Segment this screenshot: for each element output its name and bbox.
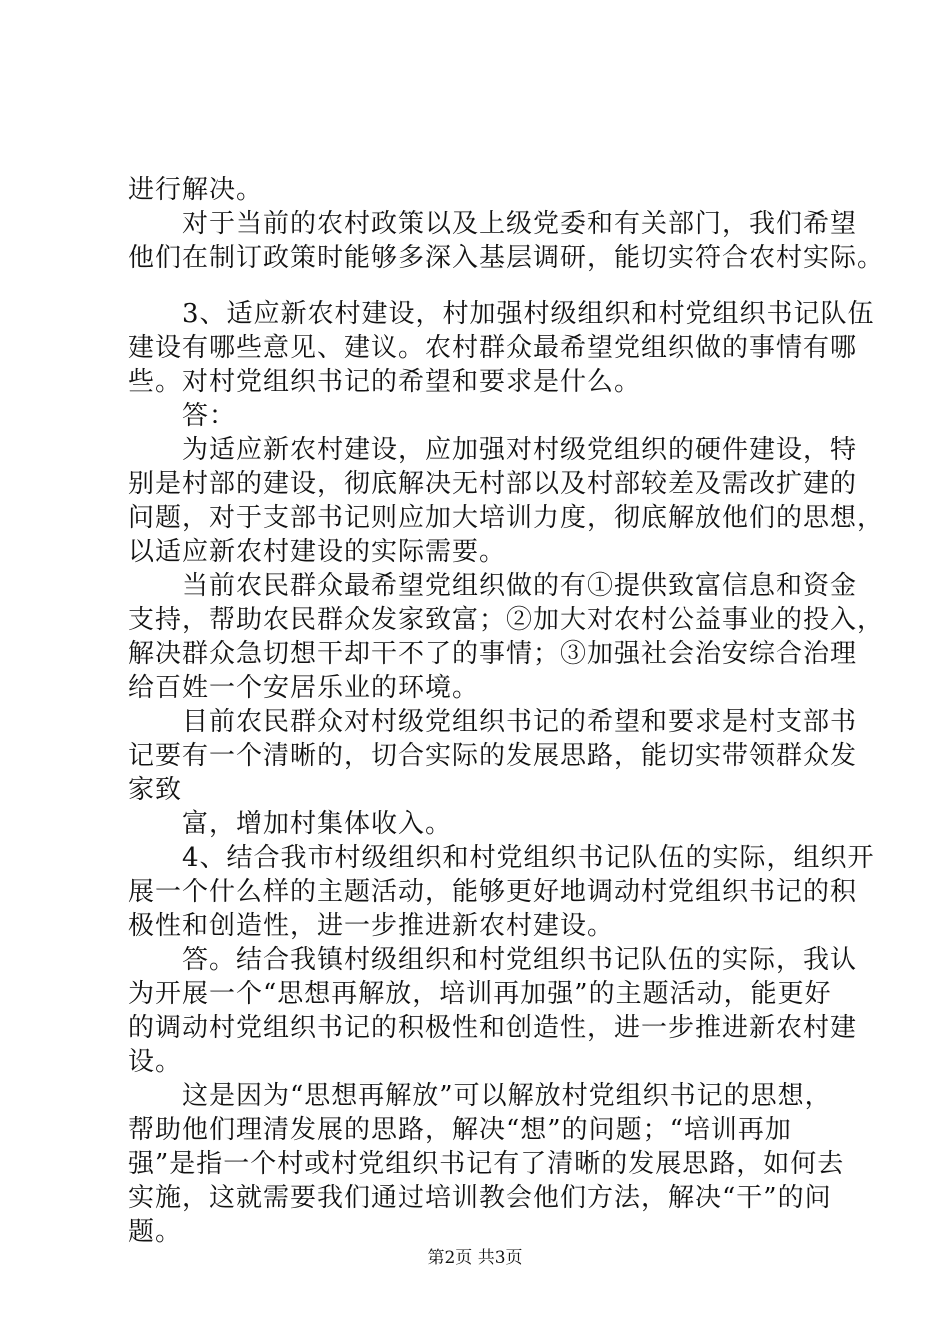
text-line: 当前农民群众最希望党组织做的有①提供致富信息和资金 [128,571,858,601]
text-line: 3、适应新农村建设，村加强村级组织和村党组织书记队伍 [128,299,875,329]
text-line: 设。 [128,1047,183,1077]
text-line: 4、结合我市村级组织和村党组织书记队伍的实际，组织开 [128,843,875,873]
text-line: 的调动村党组织书记的积极性和创造性，进一步推进新农村建 [128,1013,858,1043]
page-number-footer: 第2页 共3页 [427,1248,523,1268]
text-line: 问题，对于支部书记则应加大培训力度，彻底解放他们的思想， [128,503,885,533]
text-line: 以适应新农村建设的实际需要。 [128,537,507,567]
text-line: 别是村部的建设，彻底解决无村部以及村部较差及需改扩建的 [128,469,858,499]
text-line: 题。 [128,1217,183,1247]
text-line: 答。结合我镇村级组织和村党组织书记队伍的实际，我认 [128,945,858,975]
text-line: 给百姓一个安居乐业的环境。 [128,673,480,703]
text-line: 答： [128,401,237,431]
text-line: 目前农民群众对村级党组织书记的希望和要求是村支部书 [128,707,858,737]
text-line: 解决群众急切想干却干不了的事情；③加强社会治安综合治理 [128,639,858,669]
text-line: 富，增加村集体收入。 [128,809,453,839]
text-line: 展一个什么样的主题活动，能够更好地调动村党组织书记的积 [128,877,858,907]
text-line: 极性和创造性，进一步推进新农村建设。 [128,911,615,941]
text-line: 家致 [128,775,183,805]
text-line: 这是因为“思想再解放”可以解放村党组织书记的思想， [128,1081,832,1111]
text-line: 强”是指一个村或村党组织书记有了清晰的发展思路，如何去 [128,1149,845,1179]
text-line: 他们在制订政策时能够多深入基层调研，能切实符合农村实际。 [128,243,885,273]
text-line: 实施，这就需要我们通过培训教会他们方法，解决“干”的问 [128,1183,832,1213]
text-line: 为开展一个“思想再解放，培训再加强”的主题活动，能更好 [128,979,832,1009]
text-line: 为适应新农村建设，应加强对村级党组织的硬件建设，特 [128,435,858,465]
text-line: 帮助他们理清发展的思路，解决“想”的问题；“培训再加 [128,1115,792,1145]
text-line: 进行解决。 [128,175,264,205]
text-line: 建设有哪些意见、建议。农村群众最希望党组织做的事情有哪 [128,333,858,363]
text-line: 对于当前的农村政策以及上级党委和有关部门，我们希望 [128,209,858,239]
text-line: 记要有一个清晰的，切合实际的发展思路，能切实带领群众发 [128,741,858,771]
text-line: 支持，帮助农民群众发家致富；②加大对农村公益事业的投入， [128,605,885,635]
text-line: 些。对村党组织书记的希望和要求是什么。 [128,367,642,397]
